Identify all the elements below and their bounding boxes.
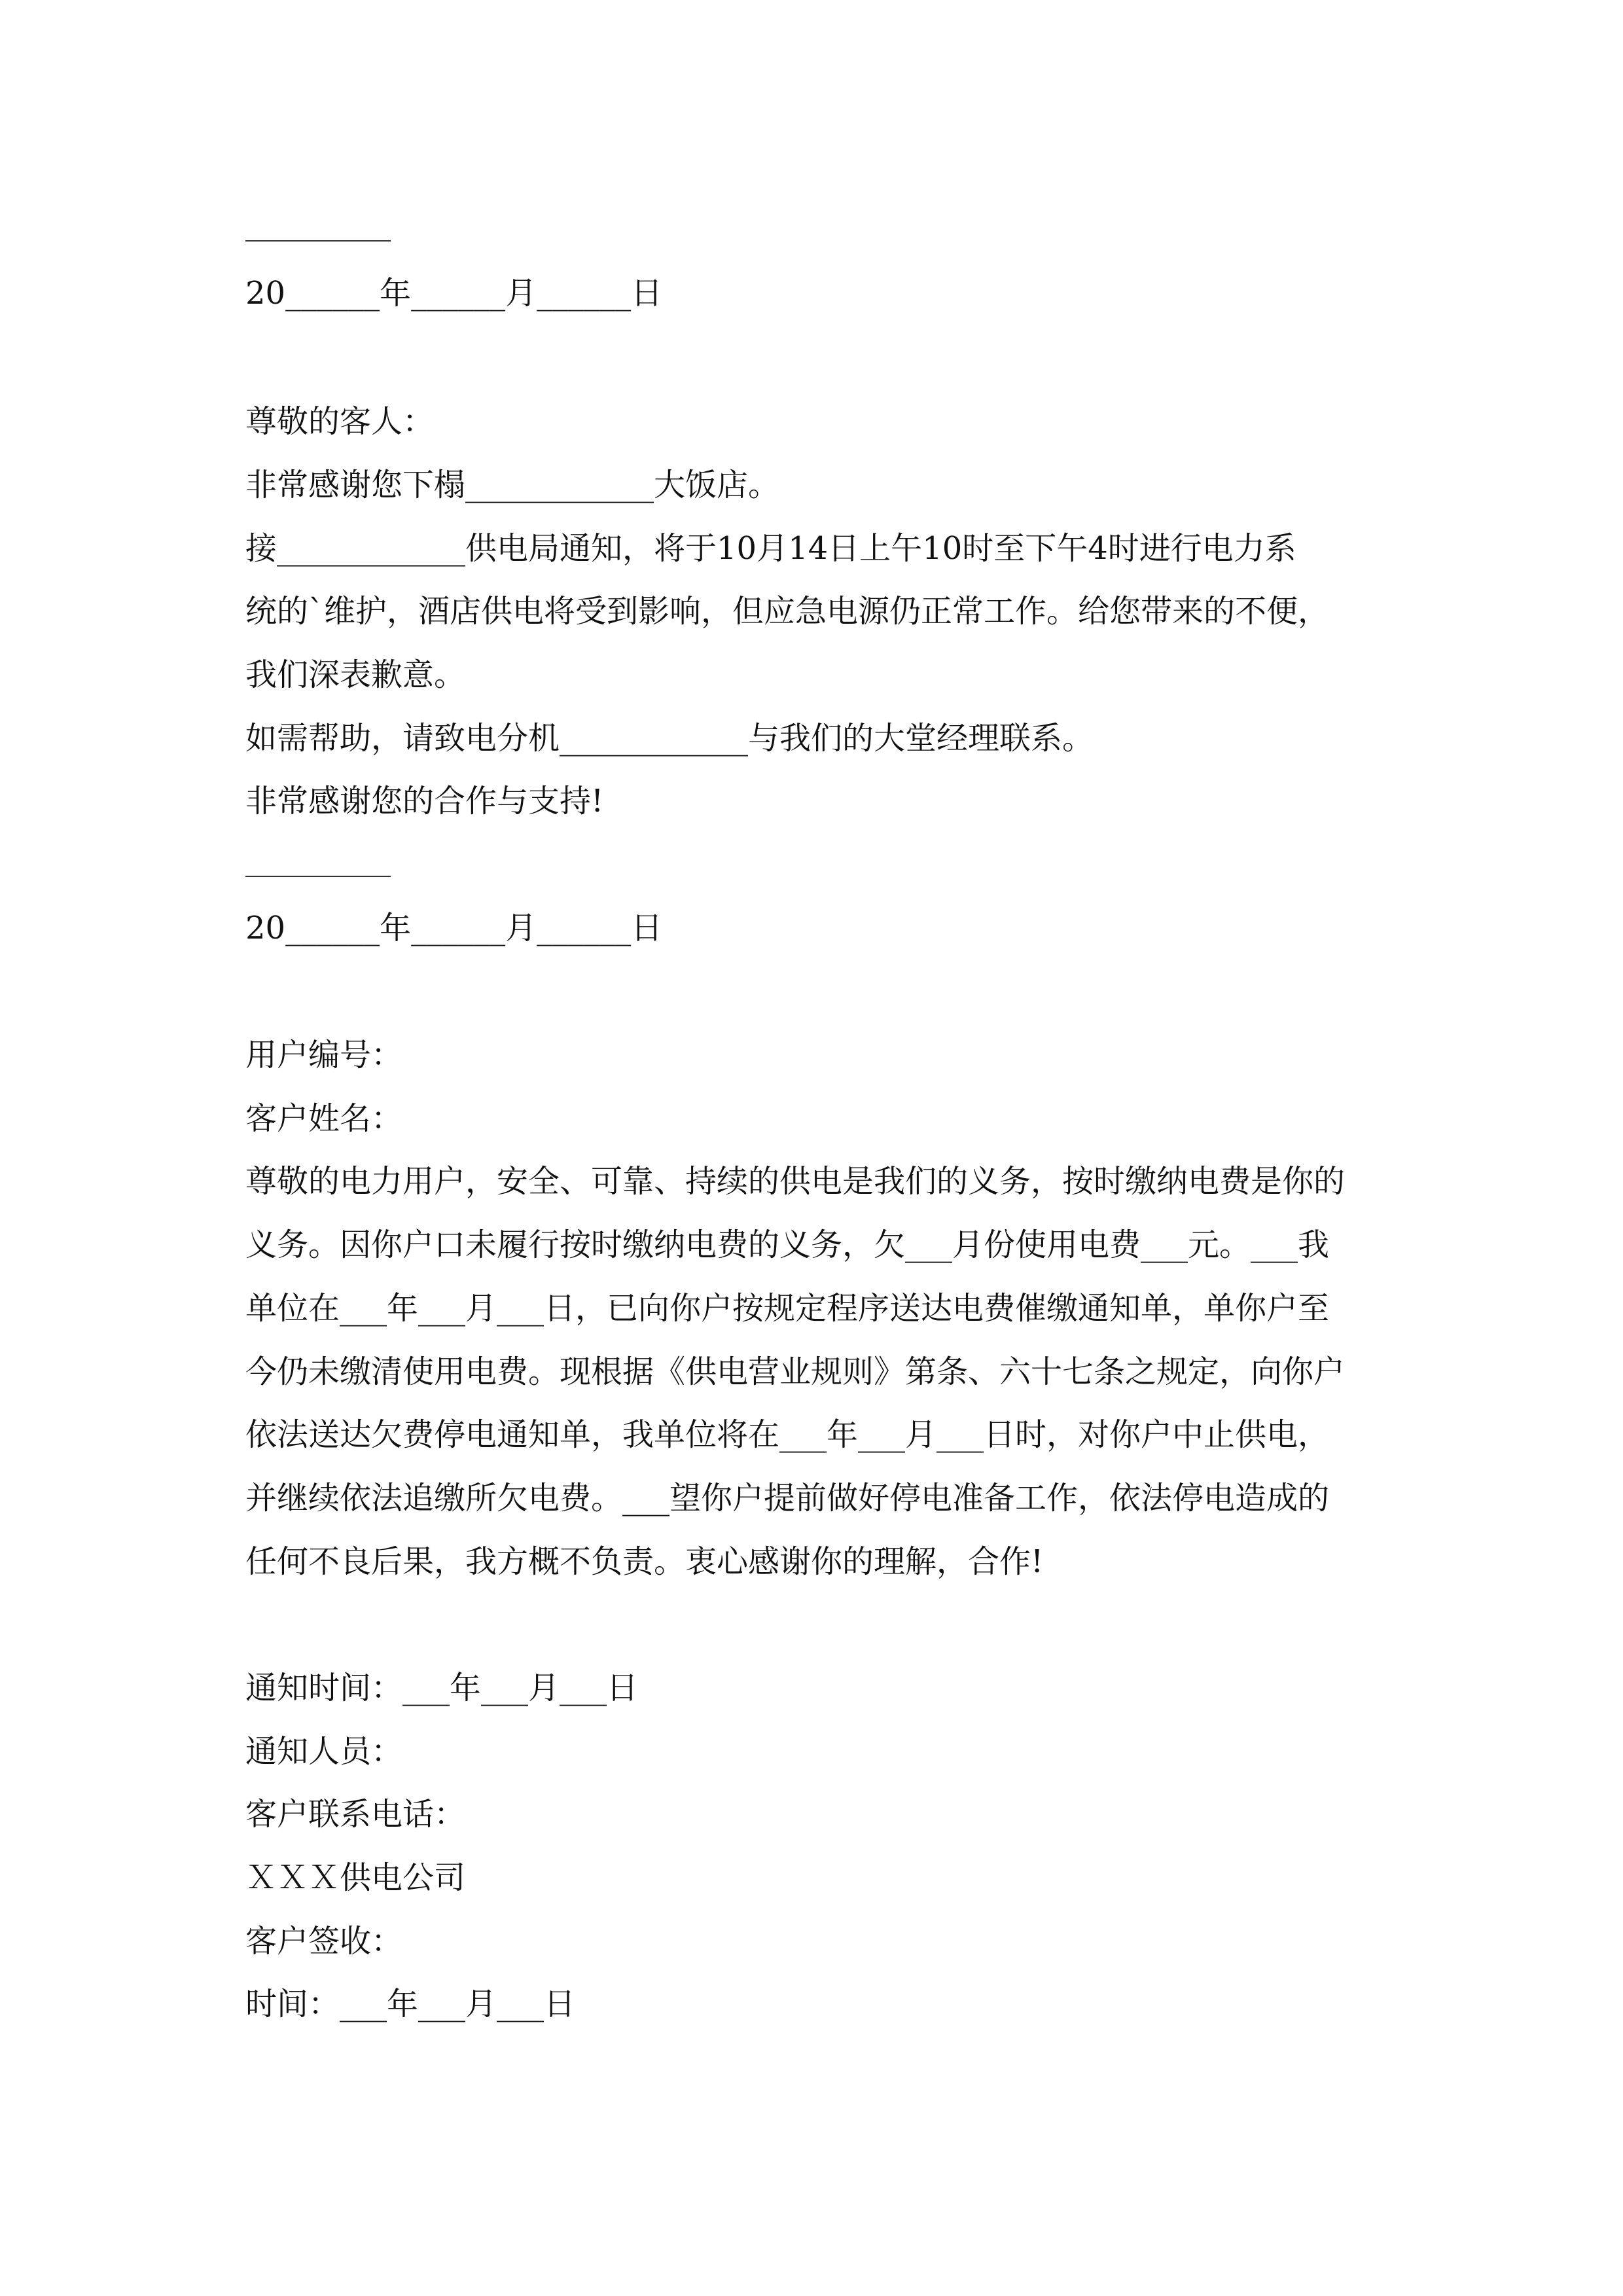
letter-thanks-stay: 非常感谢您下榻____________大饭店。 bbox=[245, 467, 780, 503]
letter-notice-line-3: 我们深表歉意。 bbox=[245, 656, 466, 693]
customer-phone-label: 客户联系电话： bbox=[245, 1796, 466, 1833]
notice-body-line-5: 依法送达欠费停电通知单，我单位将在___年___月___日时，对你户中止供电， bbox=[245, 1416, 1330, 1453]
signature-line-1 bbox=[245, 240, 391, 242]
user-number-label: 用户编号： bbox=[245, 1037, 403, 1073]
company-name: ＸＸＸ供电公司 bbox=[245, 1859, 466, 1896]
notice-person-label: 通知人员： bbox=[245, 1733, 403, 1770]
letter-notice-line-2: 统的`维护，酒店供电将受到影响，但应急电源仍正常工作。给您带来的不便， bbox=[245, 593, 1330, 630]
letter-notice-line-1: 接____________供电局通知，将于10月14日上午10时至下午4时进行电力系 bbox=[245, 530, 1296, 567]
notice-body-line-3: 单位在___年___月___日，已向你户按规定程序送达电费催缴通知单，单你户至 bbox=[245, 1290, 1330, 1327]
customer-name-label: 客户姓名： bbox=[245, 1100, 403, 1137]
notice-body-line-1: 尊敬的电力用户，安全、可靠、持续的供电是我们的义务，按时缴纳电费是你的 bbox=[245, 1163, 1346, 1200]
signature-line-2 bbox=[245, 876, 391, 877]
notice-body-line-4: 今仍未缴清使用电费。现根据《供电营业规则》第条、六十七条之规定，向你户 bbox=[245, 1354, 1346, 1390]
letter-closing: 非常感谢您的合作与支持! bbox=[245, 783, 604, 819]
notice-body-line-7: 任何不良后果，我方概不负责。衷心感谢你的理解，合作! bbox=[245, 1543, 1044, 1580]
letter-salutation: 尊敬的客人： bbox=[245, 403, 435, 440]
notice-time-line: 通知时间：___年___月___日 bbox=[245, 1670, 639, 1706]
notice-body-line-2: 义务。因你户口未履行按时缴纳电费的义务，欠___月份使用电费___元。___我 bbox=[245, 1227, 1330, 1263]
date-line-1: 20______年______月______日 bbox=[245, 275, 663, 312]
customer-sign-label: 客户签收： bbox=[245, 1923, 403, 1960]
notice-body-line-6: 并继续依法追缴所欠电费。___望你户提前做好停电准备工作，依法停电造成的 bbox=[245, 1480, 1330, 1516]
sign-time-line: 时间：___年___月___日 bbox=[245, 1986, 576, 2022]
date-line-2: 20______年______月______日 bbox=[245, 910, 663, 946]
letter-help-line: 如需帮助，请致电分机____________与我们的大堂经理联系。 bbox=[245, 720, 1094, 757]
